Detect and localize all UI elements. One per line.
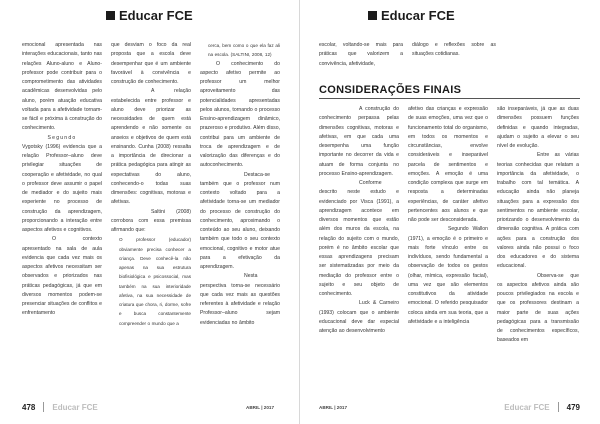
paragraph: A construção do conhecimento perpassa pelas dimensões cognitivas, motoras e afetivas, em que cada uma desempenha uma função importante no decorrer da vida e atuam de forma conjunta no processo Ensino-aprendizagem.	[319, 106, 399, 177]
paragraph: Entre as várias teorias conhecidas que relatam a importância da afetividade, o trabalho com tal temática. A educação ainda não planeja situações para a expressão dos sentimentos no ambiente escolar, priorizando o desenvolvimento da dimensão cognitiva. A prática com ações para a construção dos valores ainda não possui o foco dos educadores e do sistema educacional.	[497, 152, 579, 270]
text-column-3	[200, 41, 280, 396]
paragraph: Observa-se que os aspectos afetivos ainda são poucos privilegiados na escola e que os professores destinam a maior parte de suas ações pedagógicas para a transmissão de conhecimentos específicos, baseados em	[497, 272, 579, 344]
block-quote-end: cerca, bem como o que ela faz ali na escola. (SALTINI, 2008, 12)	[208, 43, 280, 58]
square-bullet-icon	[106, 11, 115, 20]
footer-divider	[43, 402, 44, 412]
footer-magazine-name: Educar FCE	[504, 402, 550, 412]
issue-date: ABRIL | 2017	[246, 405, 275, 410]
paragraph: Destaca-se também que o professor num contexto voltado para a afetividade torna-se um mediador do processo de construção do conhecimento, aproximando o conteúdo ao seu aluno, deixando também que todo o seu contexto emocional, cognitivo e motor atue para a efetivação da aprendizagem.	[200, 171, 280, 270]
paragraph: Saltini (2008) corrobora com essa premissa afirmando que:	[111, 208, 191, 233]
paragraph: Luck & Carneiro (1993) colocam que o ambiente educacional deve dar especial atenção ao desenvolvimento	[319, 300, 399, 334]
text-column-2	[111, 41, 191, 396]
text-column-3	[497, 105, 579, 396]
block-quote: O professor (educador) obviamente precisa conhecer a criança. Deve conhecê-la não apenas na sua estrutura biofisiológica e psicossocial, mas também na sua interioridade afetiva, na sua necessidade de criatura que chora, ri, dorme, sofre e busca constantemente compreender o mundo que a	[119, 237, 191, 326]
section-heading: CONSIDERAÇÕES FINAIS	[319, 84, 462, 96]
paragraph: Nesta perspectiva torna-se necessário que cada vez mais as questões referentes à afetividade e relação Professor–aluno sejam evidenciadas no âmbito	[200, 273, 280, 326]
magazine-title: Educar FCE	[381, 8, 455, 23]
paragraph: Vygotsky (1996) evidencia que a relação Professor–aluno deve privilegiar situações de cooperação e afetividade, no qual o professor deve assumir o papel de mediador e do sujeito mais experiente no processo de construção da aprendizagem, proporcionando a interação entre aspectos afetivos e cognitivos.	[22, 143, 102, 233]
paragraph: Segundo	[47, 134, 77, 141]
footer-divider	[558, 402, 559, 412]
continued-text-1: escolar, voltando-se mais para práticas que valorizem a convivência, afetividade,	[319, 42, 403, 67]
issue-date: ABRIL | 2017	[319, 405, 348, 410]
paragraph: O contexto apresentado na sala de aula evidencia que cada vez mais os aspectos afetivos necessitam ser observados e priorizados nas práticas pedagógicas, já que em diversos momentos podem-se presenciar situações de conflitos e enfrentamento	[22, 236, 102, 317]
right-page	[300, 0, 600, 424]
paragraph: O conhecimento do aspecto afetivo permite ao professor um melhor aproveitamento das potencialidades apresentadas pelos alunos, tornando o processo Ensino-aprendizagem dinâmico, prazeroso e produtivo. Além disso, contribui para um ambiente de troca de aprendizagem e de valorização das diferenças e do autoconhecimento.	[200, 60, 280, 169]
paragraph: são inseparáveis, já que as duas dimensões possuem funções definidas e quando integradas, ajudam o sujeito a elevar o seu nível de evolução.	[497, 106, 579, 149]
paragraph: Conforme descrito neste estudo e evidenciado por Visca (1991), a aprendizagem acontece em diversos momentos que estão além dos muros da escola, na relação do sujeito com o mundo, porém é no âmbito escolar que essas aprendizagens precisam ser sistematizadas por meio da mediação do professor entre o sujeito e seu objeto de conhecimento.	[319, 180, 399, 297]
page-number: 479	[566, 402, 580, 412]
page-number: 478	[22, 402, 36, 412]
page-footer	[22, 402, 98, 412]
page-footer	[504, 402, 580, 412]
paragraph: A relação estabelecida entre professor e aluno deve priorizar as necessidades de quem está aprendendo e não somente os anseios e objetivos de quem está ensinando. Cunha (2008) ressalta a importância de direcionar a prática pedagógica para atingir as expectativas do aluno, conhecendo-o todas suas dimensões: cognitivas, motoras e afetivas.	[111, 88, 191, 206]
section-divider	[319, 98, 580, 99]
continued-text-2: diálogo e reflexões sobre as situações cotidianas.	[412, 42, 496, 58]
square-bullet-icon	[368, 11, 377, 20]
paragraph: afetivo das crianças e expressão de suas emoções, uma vez que o funcionamento total do organismo, em todos os momentos e circunstâncias, envolve consideráveis e inseparável parcela de sentimentos e emoções. A emoção é uma condição complexa que surge em resposta a determinadas experiências, de caráter afetivo pertencentes aos alunos e que não pode ser desconsiderada.	[408, 106, 488, 223]
paragraph: que desviam o foco da real proposta que a escola deve desempenhar que é um ambiente favorável à convivência e construção de conhecimento.	[111, 42, 191, 85]
page-header	[368, 8, 455, 23]
page-header	[106, 8, 193, 23]
text-column-1	[22, 41, 102, 396]
text-column-2	[408, 105, 488, 396]
paragraph: Segundo Wallon (1971), a emoção é o primeiro e mais forte vínculo entre os indivíduos, sendo fundamental a observação de todos os gestos (olhar, mímica, expressão facial), uma vez que são elementos constitutivos da atividade emocional. O referido pesquisador coloca ainda em sua teoria, que a afetividade e a inteligência	[408, 226, 488, 325]
footer-magazine-name: Educar FCE	[52, 402, 98, 412]
paragraph: emocional apresentada nas interações educacionais, tanto nas relações Aluno-aluno e Aluno-professor pode contribuir para o comprometimento das atividades acadêmicas desenvolvidas pelo aluno, porém atuação educativa voltada para a afetividade tornam-se fácil e próxima à construção do conhecimento.	[22, 42, 102, 132]
text-column-1	[319, 105, 399, 396]
magazine-title: Educar FCE	[119, 8, 193, 23]
